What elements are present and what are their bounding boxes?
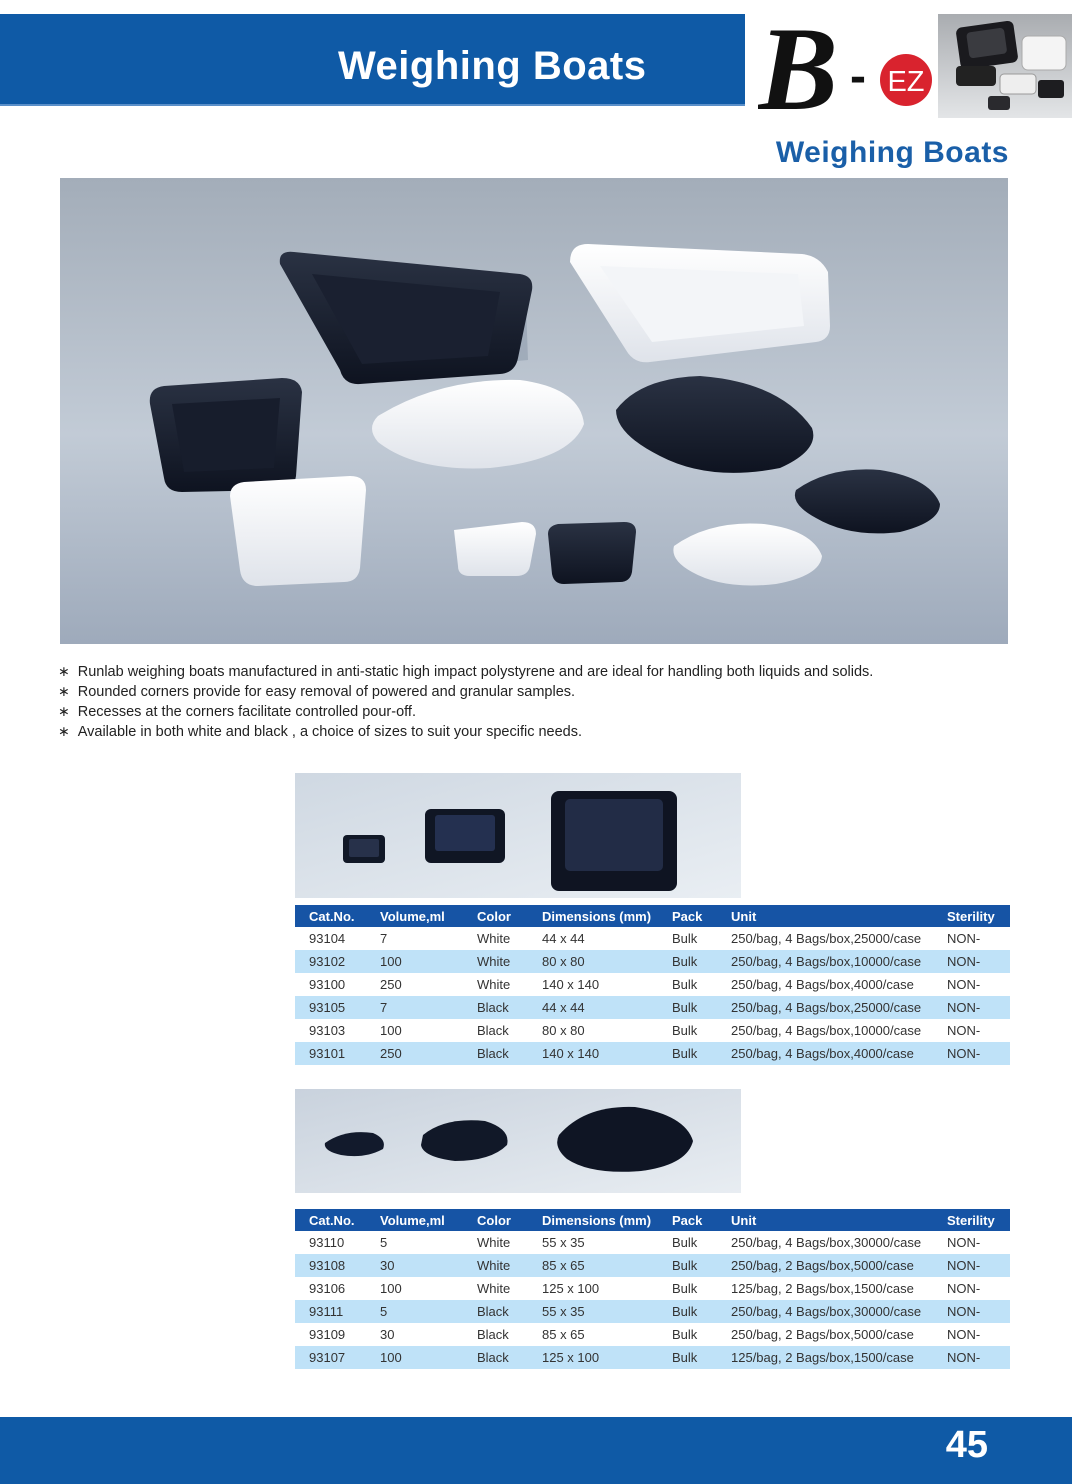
table-cell: NON-	[933, 1254, 1010, 1277]
table-cell: 30	[366, 1254, 463, 1277]
table-cell: Bulk	[658, 1254, 717, 1277]
table-cell: 93109	[309, 1327, 346, 1342]
section-subtitle: Weighing Boats	[775, 136, 1009, 169]
logo-letter: B	[758, 14, 839, 118]
table-cell: White	[477, 1281, 511, 1296]
table-cell: Bulk	[672, 1327, 698, 1342]
table-cell: NON-	[947, 977, 981, 992]
table-cell: 140 x 140	[542, 977, 600, 992]
page-title: Weighing Boats	[338, 44, 647, 88]
feature-item: ∗ Recesses at the corners facilitate controlled pour-off.	[58, 702, 873, 722]
feature-item: ∗ Rounded corners provide for easy removal of powered and granular samples.	[58, 682, 873, 702]
boat-tiny-black-square	[548, 522, 636, 584]
table-cell: 100	[366, 1346, 463, 1369]
table-cell: 93106	[309, 1281, 346, 1296]
column-header: Color	[463, 1209, 528, 1231]
table-cell: 80 x 80	[542, 1023, 585, 1038]
table-cell: 93100	[309, 977, 346, 992]
table-cell: 44 x 44	[542, 931, 585, 946]
table-cell: 250/bag, 4 Bags/box,10000/case	[717, 950, 933, 973]
table-cell: Bulk	[658, 1346, 717, 1369]
table-cell: 125 x 100	[542, 1281, 600, 1296]
table-cell: 93105	[295, 996, 366, 1019]
table-row	[295, 1323, 1010, 1346]
table-cell: 93103	[309, 1023, 346, 1038]
column-header: Sterility	[933, 1209, 1010, 1231]
table-cell: 100	[380, 1023, 402, 1038]
table-row	[295, 996, 1010, 1019]
column-header: Pack	[658, 905, 717, 927]
table-cell: 55 x 35	[542, 1235, 585, 1250]
table-cell: Bulk	[672, 1281, 698, 1296]
table-header-row	[295, 905, 1010, 927]
table-cell: 250/bag, 4 Bags/box,4000/case	[731, 977, 914, 992]
table-row	[295, 1042, 1010, 1065]
table-row	[295, 1277, 1010, 1300]
table-cell: Bulk	[672, 1235, 698, 1250]
table-row	[295, 1254, 1010, 1277]
table-cell: 44 x 44	[528, 996, 658, 1019]
table-cell: 250/bag, 4 Bags/box,30000/case	[731, 1235, 922, 1250]
table-cell: Black	[463, 1300, 528, 1323]
table-cell: Black	[477, 1327, 509, 1342]
table-cell: Bulk	[658, 1042, 717, 1065]
table-cell: Black	[477, 1023, 509, 1038]
diamond-boats-table	[295, 1209, 1010, 1369]
square-boats-table	[295, 905, 1010, 1065]
table-cell: Black	[463, 1346, 528, 1369]
table-row	[295, 973, 1010, 996]
table-cell: NON-	[947, 1023, 981, 1038]
hero-product-photo	[60, 178, 1008, 644]
column-header: Cat.No.	[295, 1209, 366, 1231]
column-header: Cat.No.	[295, 905, 366, 927]
column-header: Sterility	[933, 905, 1010, 927]
table-cell: NON-	[947, 1235, 981, 1250]
table-cell: White	[477, 1235, 511, 1250]
table-cell: 250/bag, 4 Bags/box,25000/case	[731, 931, 922, 946]
boat-medium-black-square	[150, 378, 302, 492]
table-cell: Bulk	[658, 996, 717, 1019]
table-cell: Black	[463, 996, 528, 1019]
column-header: Color	[463, 905, 528, 927]
column-header: Dimensions (mm)	[528, 905, 658, 927]
logo-dash: -	[850, 50, 866, 103]
table-cell: 250/bag, 2 Bags/box,5000/case	[731, 1327, 914, 1342]
brand-logo	[758, 14, 938, 118]
table-cell: 100	[366, 950, 463, 973]
table-cell: 250/bag, 4 Bags/box,10000/case	[731, 1023, 922, 1038]
table-row	[295, 1300, 1010, 1323]
table-cell: 125/bag, 2 Bags/box,1500/case	[731, 1281, 914, 1296]
diamond-boats-photo	[295, 1089, 741, 1193]
table-cell: NON-	[947, 931, 981, 946]
table-cell: 5	[380, 1235, 388, 1250]
table-cell: 93104	[309, 931, 346, 946]
column-header: Dimensions (mm)	[528, 1209, 658, 1231]
table-cell: NON-	[933, 1346, 1010, 1369]
table-cell: 93101	[295, 1042, 366, 1065]
logo-badge-text: EZ	[887, 66, 925, 98]
table-cell: 250/bag, 4 Bags/box,25000/case	[717, 996, 933, 1019]
table-cell: Bulk	[672, 931, 698, 946]
table-cell: White	[477, 931, 511, 946]
table-cell: 250/bag, 2 Bags/box,5000/case	[717, 1254, 933, 1277]
table-cell: 85 x 65	[528, 1254, 658, 1277]
table-cell: NON-	[933, 996, 1010, 1019]
table-cell: NON-	[947, 1281, 981, 1296]
table-row	[295, 1346, 1010, 1369]
table-cell: White	[463, 1254, 528, 1277]
table-cell: Bulk	[672, 1023, 698, 1038]
table-cell: Bulk	[658, 1300, 717, 1323]
table-cell: 93102	[295, 950, 366, 973]
feature-item: ∗ Runlab weighing boats manufactured in anti-static high impact polystyrene and are ideal for handling both liquids and solids.	[58, 662, 873, 682]
table-row	[295, 927, 1010, 950]
table-cell: Bulk	[672, 977, 698, 992]
header-band-rule	[0, 104, 745, 106]
table-cell: Black	[463, 1042, 528, 1065]
table-cell: 250	[380, 977, 402, 992]
page-number: 45	[945, 1424, 988, 1466]
table-header-row	[295, 1209, 1010, 1231]
table-cell: 140 x 140	[528, 1042, 658, 1065]
table-cell: NON-	[947, 1327, 981, 1342]
table-cell: 100	[380, 1281, 402, 1296]
table-cell: 93110	[309, 1235, 345, 1250]
table-cell: 93108	[295, 1254, 366, 1277]
table-cell: 125/bag, 2 Bags/box,1500/case	[717, 1346, 933, 1369]
table-cell: 7	[366, 996, 463, 1019]
table-row	[295, 1231, 1010, 1254]
table-cell: 30	[380, 1327, 395, 1342]
feature-list	[58, 662, 873, 742]
footer-band	[0, 1417, 1072, 1484]
table-cell: 55 x 35	[528, 1300, 658, 1323]
column-header: Pack	[658, 1209, 717, 1231]
table-cell: White	[477, 977, 511, 992]
table-cell: White	[463, 950, 528, 973]
feature-item: ∗ Available in both white and black , a choice of sizes to suit your specific needs.	[58, 722, 873, 742]
table-cell: 7	[380, 931, 388, 946]
table-cell: 93107	[295, 1346, 366, 1369]
table-cell: NON-	[933, 1042, 1010, 1065]
table-cell: 93111	[295, 1300, 366, 1323]
boat-small-white-square	[230, 476, 366, 586]
table-row	[295, 1019, 1010, 1042]
table-cell: 250/bag, 4 Bags/box,4000/case	[717, 1042, 933, 1065]
square-boats-photo	[295, 773, 741, 898]
table-cell: 250	[366, 1042, 463, 1065]
table-row	[295, 950, 1010, 973]
column-header: Volume,ml	[366, 1209, 463, 1231]
header-product-photo	[938, 14, 1072, 118]
column-header: Volume,ml	[366, 905, 463, 927]
table-cell: 85 x 65	[542, 1327, 585, 1342]
table-cell: 250/bag, 4 Bags/box,30000/case	[717, 1300, 933, 1323]
table-cell: NON-	[933, 950, 1010, 973]
table-cell: Bulk	[658, 950, 717, 973]
table-cell: 80 x 80	[528, 950, 658, 973]
column-header: Unit	[717, 905, 933, 927]
table-cell: NON-	[933, 1300, 1010, 1323]
table-cell: 125 x 100	[528, 1346, 658, 1369]
column-header: Unit	[717, 1209, 933, 1231]
table-cell: 5	[366, 1300, 463, 1323]
boat-tiny-white-square	[454, 522, 536, 576]
